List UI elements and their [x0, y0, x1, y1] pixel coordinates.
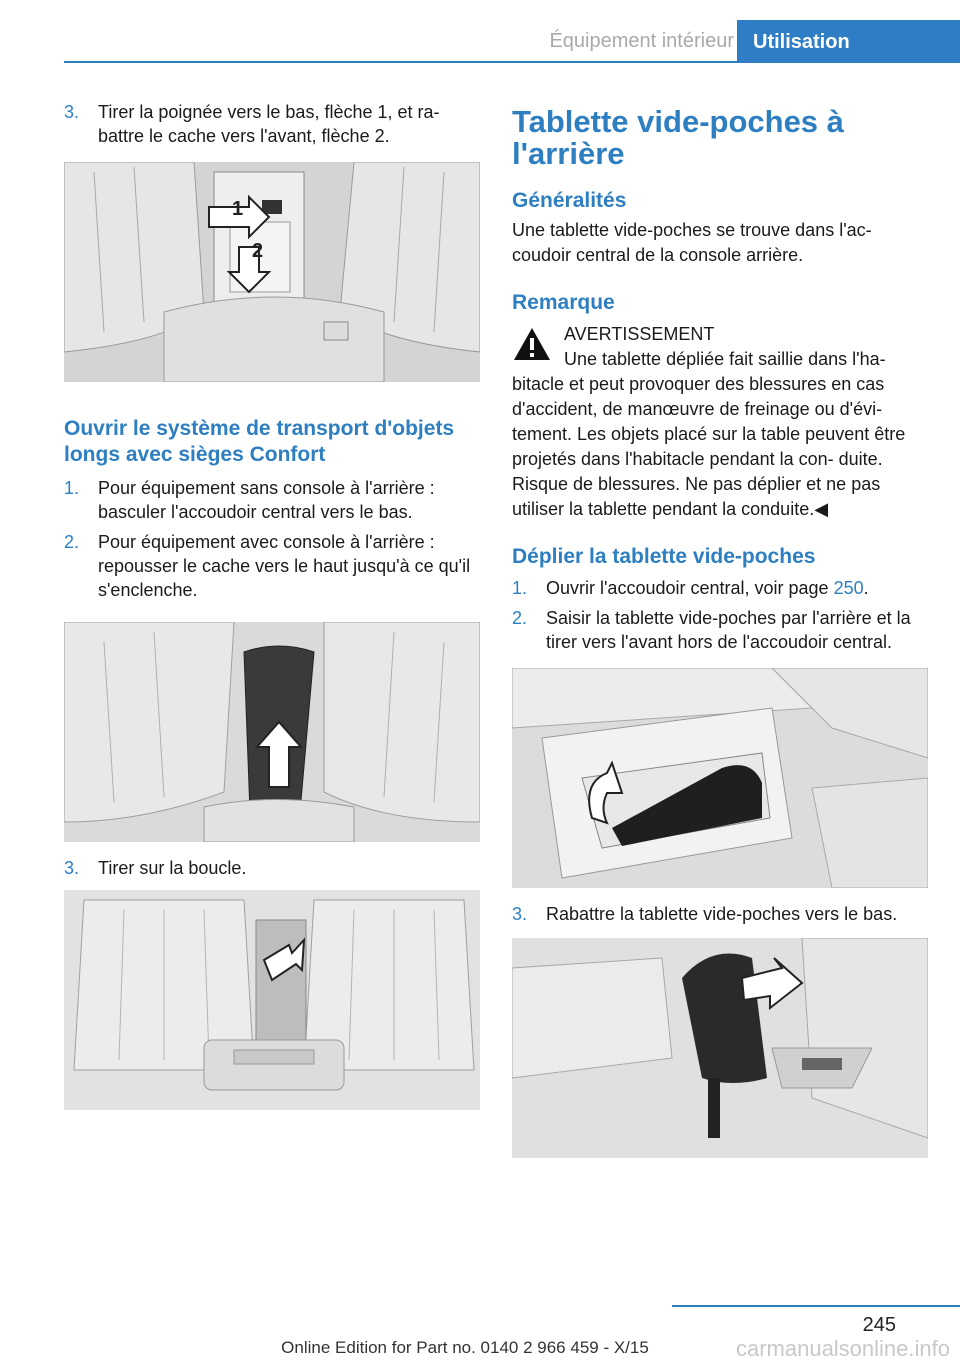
- section-heading-transport: Ouvrir le système de transport d'objets longs avec sièges Confort: [64, 417, 455, 466]
- step-number: 1.: [512, 578, 528, 598]
- step-text-end: .: [863, 578, 869, 598]
- step-3-top: [64, 100, 480, 148]
- illustration-rear-seats: [64, 890, 480, 1110]
- warning-label: AVERTISSEMENT: [564, 324, 715, 344]
- step-number: 3.: [64, 102, 80, 122]
- illustration-armrest-tray: [512, 668, 928, 888]
- step-text-main: Ouvrir l'accoudoir central, voir page: [546, 578, 834, 598]
- figure-rear-seat-pass-through: [64, 162, 480, 382]
- step-text: [546, 576, 928, 600]
- figure-label-1: 1: [232, 198, 244, 220]
- general-text: Une tablette vide-poches se trouve dans l'ac‐ coudoir central de la console arrière.: [512, 220, 872, 265]
- footer-edition: Online Edition for Part no. 0140 2 966 459 - X/15: [281, 1338, 649, 1357]
- step-2: [64, 530, 480, 602]
- page-number: 245: [862, 1314, 896, 1336]
- step-text: Tirer sur la boucle.: [98, 858, 247, 878]
- figure-tray-pull-out: [512, 668, 928, 888]
- step-text: Rabattre la tablette vide-poches vers le bas.: [546, 904, 898, 924]
- footer-rule: [672, 1305, 960, 1307]
- step-1: [512, 576, 928, 600]
- section-heading-unfold: Déplier la tablette vide-poches: [512, 545, 816, 568]
- illustration-seat-backs: [64, 162, 480, 382]
- step-2: [512, 606, 928, 654]
- warning-text-first-line: Une tablette dépliée fait saillie dans l'ha‐: [564, 349, 886, 369]
- left-column: [64, 100, 480, 1110]
- step-number: 2.: [512, 608, 528, 628]
- header-section-title: Équipement intérieur: [549, 30, 734, 52]
- warning-triangle-icon: [512, 326, 552, 362]
- figure-tray-fold-down: [512, 938, 928, 1158]
- figure-label-2: 2: [252, 240, 264, 262]
- step-number: 3.: [512, 904, 528, 924]
- illustration-tray-fold: [512, 938, 928, 1158]
- warning-text: bitacle et peut provoquer des blessures en cas d'accident, de manœuvre de freinage ou d'évi‐ tement. Les objets placé sur la table peuvent être projetés dans l'habitacle pendant la con‐ duite. Risque de blessures. Ne pas déplier et ne pas utiliser la tablette pendant la conduite.◀: [512, 374, 906, 519]
- step-text: Saisir la tablette vide-poches par l'arrière et la tirer vers l'avant hors de l'accoudoir central.: [546, 608, 911, 652]
- footer-watermark: carmanualsonline.info: [735, 1336, 950, 1361]
- section-heading-general: Généralités: [512, 189, 627, 212]
- header-tab-utilisation[interactable]: Utilisation: [737, 20, 960, 63]
- step-3: [64, 856, 480, 880]
- section-heading-remark: Remarque: [512, 291, 615, 314]
- step-text: Tirer la poignée vers le bas, flèche 1, et ra‐ battre le cache vers l'avant, flèche 2.: [98, 102, 440, 146]
- step-number: 1.: [64, 478, 80, 498]
- step-text: Pour équipement sans console à l'arrière : basculer l'accoudoir central vers le bas.: [98, 478, 435, 522]
- step-text: Pour équipement avec console à l'arrière : repousser le cache vers le haut jusqu'à ce qu'il s'enclenche.: [98, 532, 471, 600]
- page-reference-link[interactable]: 250: [833, 578, 864, 598]
- step-1: [64, 476, 480, 524]
- step-number: 2.: [64, 532, 80, 552]
- step-number: 3.: [64, 858, 80, 878]
- illustration-armrest-cover: [64, 622, 480, 842]
- figure-pull-loop: [64, 890, 480, 1110]
- page-title: Tablette vide-poches à l'arrière: [512, 104, 844, 171]
- step-3: [512, 902, 928, 926]
- right-column: [512, 100, 928, 1158]
- figure-armrest-cover: [64, 622, 480, 842]
- warning-block: [512, 322, 928, 522]
